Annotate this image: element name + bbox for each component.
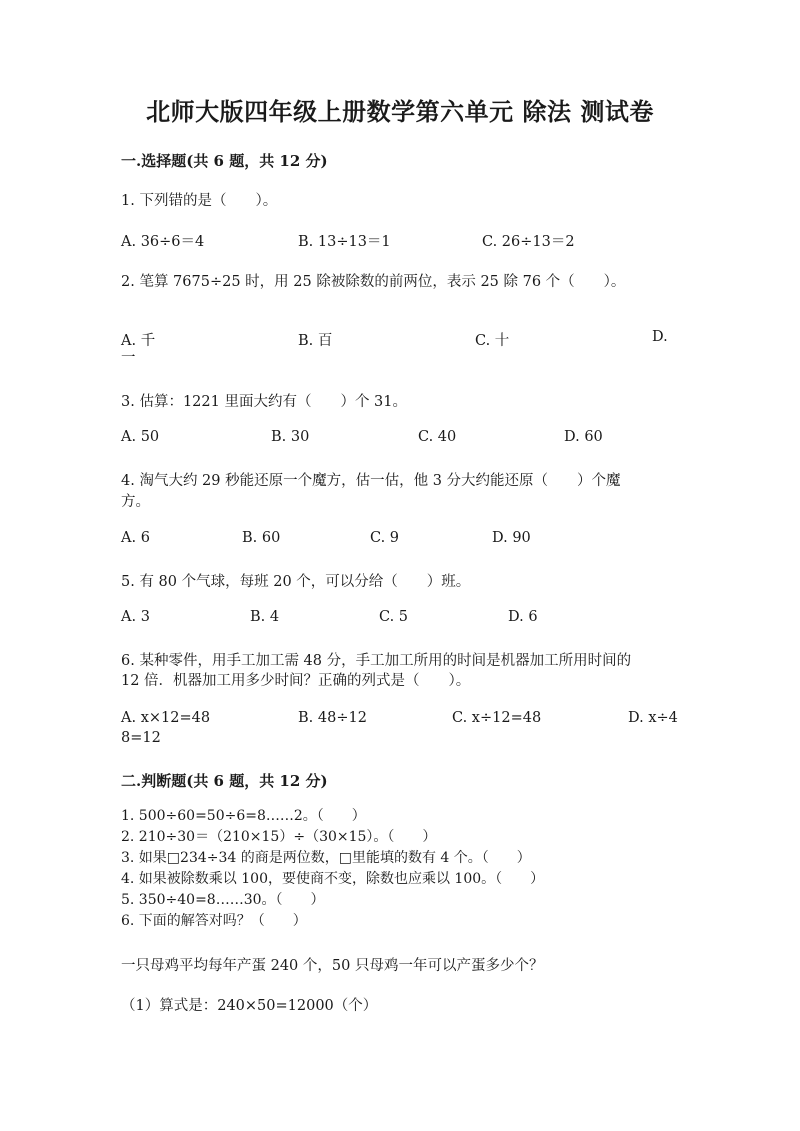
question-3-text: 3. 估算：1221 里面大约有（ ）个 31。 [121, 394, 408, 410]
question-2-option-c: C. 十 [475, 333, 510, 349]
question-5-option-b: B. 4 [250, 609, 280, 625]
page-title: 北师大版四年级上册数学第六单元 除法 测试卷 [146, 97, 654, 126]
question-4-option-b: B. 60 [242, 530, 281, 546]
question-4-option-a: A. 6 [121, 530, 150, 546]
question-6-option-d: D. x÷4 [628, 710, 678, 726]
question-1-option-a: A. 36÷6＝4 [121, 234, 205, 250]
judge-item-6: 6. 下面的解答对吗？（ ） [121, 913, 307, 929]
question-6-text-line2: 12 倍．机器加工用多少时间？正确的列式是（ ）。 [121, 673, 471, 689]
question-2-option-a: A. 千 [121, 333, 156, 349]
question-2-option-d-wrap: 一 [121, 350, 136, 366]
question-5-option-d: D. 6 [508, 609, 538, 625]
question-1-option-c: C. 26÷13＝2 [482, 234, 575, 250]
judge-item-4: 4. 如果被除数乘以 100，要使商不变，除数也应乘以 100。（ ） [121, 871, 545, 887]
question-3-option-b: B. 30 [271, 429, 310, 445]
section2-heading: 二.判断题(共 6 题，共 12 分) [121, 772, 328, 790]
judge-answer-text: （1）算式是：240×50=12000（个） [121, 998, 378, 1014]
section1-heading: 一.选择题(共 6 题，共 12 分) [121, 152, 328, 170]
question-2-option-d: D. [652, 329, 668, 345]
question-6-option-b: B. 48÷12 [298, 710, 367, 726]
judge-item-5: 5. 350÷40=8……30。（ ） [121, 892, 325, 908]
question-4-text-line1: 4. 淘气大约 29 秒能还原一个魔方，估一估，他 3 分大约能还原（ ）个魔 [121, 473, 621, 489]
question-6-option-d-wrap: 8=12 [121, 730, 161, 746]
question-5-option-a: A. 3 [121, 609, 150, 625]
question-1-option-b: B. 13÷13＝1 [298, 234, 391, 250]
question-6-text-line1: 6. 某种零件，用手工加工需 48 分，手工加工所用的时间是机器加工所用时间的 [121, 653, 632, 669]
question-2-option-b: B. 百 [298, 333, 333, 349]
question-1-text: 1. 下列错的是（ ）。 [121, 193, 278, 209]
question-2-text: 2. 笔算 7675÷25 时，用 25 除被除数的前两位，表示 25 除 76 个（ ）。 [121, 274, 626, 290]
question-4-option-d: D. 90 [492, 530, 531, 546]
question-3-option-d: D. 60 [564, 429, 603, 445]
judge-item-3: 3. 如果□234÷34 的商是两位数，□里能填的数有 4 个。（ ） [121, 850, 531, 866]
question-3-option-c: C. 40 [418, 429, 457, 445]
judge-item-2: 2. 210÷30＝（210×15）÷（30×15）。（ ） [121, 829, 437, 845]
question-6-option-c: C. x÷12=48 [452, 710, 542, 726]
question-5-text: 5. 有 80 个气球，每班 20 个，可以分给（ ）班。 [121, 574, 471, 590]
question-3-option-a: A. 50 [121, 429, 160, 445]
judge-problem-text: 一只母鸡平均每年产蛋 240 个，50 只母鸡一年可以产蛋多少个？ [121, 958, 544, 974]
question-4-text-line2: 方。 [121, 494, 150, 510]
judge-item-1: 1. 500÷60=50÷6=8……2。（ ） [121, 808, 366, 824]
question-6-option-a: A. x×12=48 [121, 710, 211, 726]
question-4-option-c: C. 9 [370, 530, 400, 546]
question-5-option-c: C. 5 [379, 609, 409, 625]
